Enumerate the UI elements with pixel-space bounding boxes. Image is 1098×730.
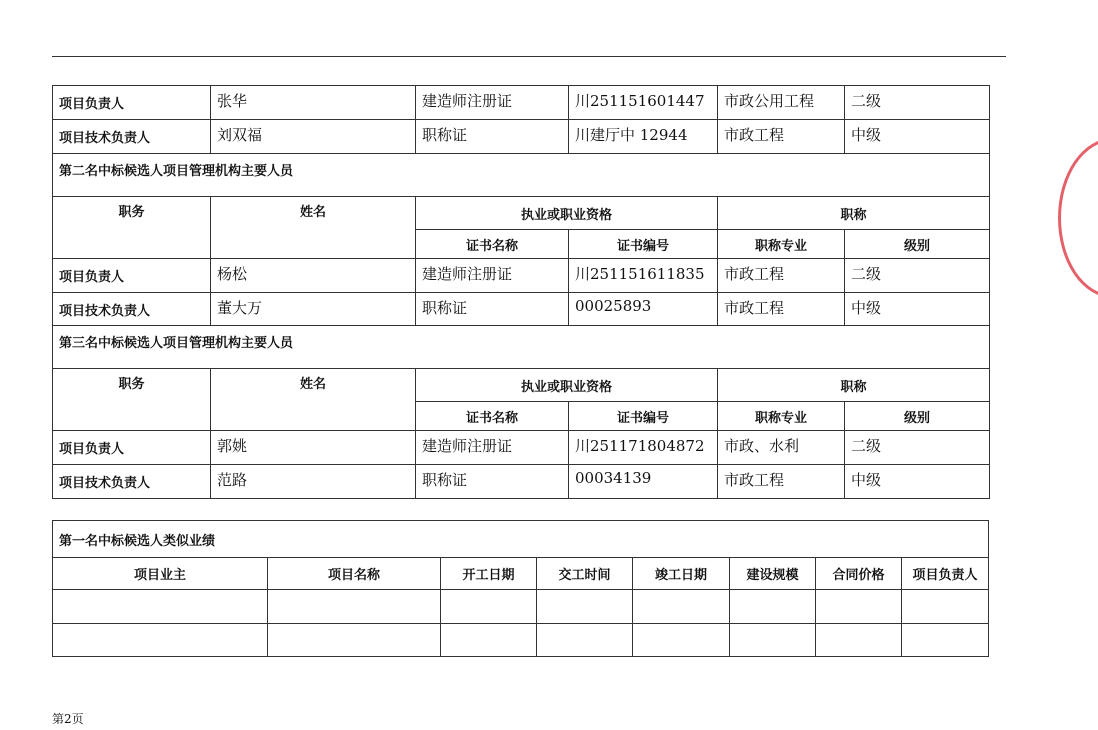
cert-name-cell: 建造师注册证	[416, 86, 569, 120]
header-row	[53, 197, 990, 230]
header-project-name: 项目名称	[268, 558, 441, 590]
level-cell: 二级	[845, 86, 990, 120]
section-title: 第一名中标候选人类似业绩	[53, 521, 989, 558]
cert-name-cell: 建造师注册证	[416, 431, 569, 465]
empty-cell	[633, 590, 730, 624]
section-title: 第三名中标候选人项目管理机构主要人员	[53, 326, 990, 369]
empty-cell	[816, 624, 902, 657]
table-row	[53, 86, 990, 120]
empty-cell	[902, 590, 989, 624]
table-row	[53, 259, 990, 293]
empty-cell	[633, 624, 730, 657]
header-name: 姓名	[211, 197, 416, 259]
major-cell: 市政工程	[718, 465, 845, 499]
performance-table	[52, 520, 989, 657]
header-role: 职务	[53, 197, 211, 259]
major-cell: 市政公用工程	[718, 86, 845, 120]
level-cell: 二级	[845, 431, 990, 465]
table-row	[53, 293, 990, 326]
header-title: 职称	[718, 369, 990, 402]
role-cell: 项目技术负责人	[53, 120, 211, 154]
section-row	[53, 326, 990, 369]
seal-stamp	[1058, 138, 1098, 298]
empty-cell	[902, 624, 989, 657]
section-title: 第二名中标候选人项目管理机构主要人员	[53, 154, 990, 197]
empty-cell	[537, 590, 633, 624]
major-cell: 市政工程	[718, 293, 845, 326]
header-project-manager: 项目负责人	[902, 558, 989, 590]
role-cell: 项目负责人	[53, 431, 211, 465]
major-cell: 市政、水利	[718, 431, 845, 465]
level-cell: 中级	[845, 465, 990, 499]
empty-cell	[268, 624, 441, 657]
role-cell: 项目负责人	[53, 86, 211, 120]
empty-cell	[441, 624, 537, 657]
header-major: 职称专业	[718, 230, 845, 259]
personnel-table	[52, 85, 990, 499]
header-cert-no: 证书编号	[569, 230, 718, 259]
name-cell: 刘双福	[211, 120, 416, 154]
cert-no-cell: 川251151601447	[569, 86, 718, 120]
major-cell: 市政工程	[718, 120, 845, 154]
header-row	[53, 558, 989, 590]
header-major: 职称专业	[718, 402, 845, 431]
page-number: 第2页	[52, 712, 84, 726]
empty-cell	[441, 590, 537, 624]
header-cert-name: 证书名称	[416, 230, 569, 259]
header-qualification: 执业或职业资格	[416, 369, 718, 402]
cert-no-cell: 川251151611835	[569, 259, 718, 293]
major-cell: 市政工程	[718, 259, 845, 293]
section-row	[53, 154, 990, 197]
name-cell: 杨松	[211, 259, 416, 293]
header-contract-price: 合同价格	[816, 558, 902, 590]
role-cell: 项目负责人	[53, 259, 211, 293]
header-completion-date: 竣工日期	[633, 558, 730, 590]
level-cell: 中级	[845, 293, 990, 326]
empty-cell	[537, 624, 633, 657]
header-title: 职称	[718, 197, 990, 230]
header-level: 级别	[845, 230, 990, 259]
cert-name-cell: 职称证	[416, 120, 569, 154]
empty-cell	[730, 590, 816, 624]
empty-cell	[730, 624, 816, 657]
header-level: 级别	[845, 402, 990, 431]
name-cell: 张华	[211, 86, 416, 120]
header-scale: 建设规模	[730, 558, 816, 590]
cert-no-cell: 川251171804872	[569, 431, 718, 465]
empty-cell	[53, 590, 268, 624]
section-row	[53, 521, 989, 558]
empty-cell	[816, 590, 902, 624]
header-row	[53, 369, 990, 402]
header-qualification: 执业或职业资格	[416, 197, 718, 230]
name-cell: 郭姚	[211, 431, 416, 465]
header-name: 姓名	[211, 369, 416, 431]
empty-cell	[53, 624, 268, 657]
header-start-date: 开工日期	[441, 558, 537, 590]
table-row	[53, 465, 990, 499]
cert-name-cell: 职称证	[416, 293, 569, 326]
header-rule	[52, 56, 1006, 57]
header-role: 职务	[53, 369, 211, 431]
role-cell: 项目技术负责人	[53, 293, 211, 326]
name-cell: 董大万	[211, 293, 416, 326]
cert-name-cell: 建造师注册证	[416, 259, 569, 293]
name-cell: 范路	[211, 465, 416, 499]
table-row	[53, 590, 989, 624]
table-row	[53, 120, 990, 154]
table-row	[53, 431, 990, 465]
cert-name-cell: 职称证	[416, 465, 569, 499]
cert-no-cell: 00034139	[569, 465, 718, 499]
level-cell: 中级	[845, 120, 990, 154]
role-cell: 项目技术负责人	[53, 465, 211, 499]
level-cell: 二级	[845, 259, 990, 293]
header-owner: 项目业主	[53, 558, 268, 590]
cert-no-cell: 川建厅中 12944	[569, 120, 718, 154]
header-cert-name: 证书名称	[416, 402, 569, 431]
header-cert-no: 证书编号	[569, 402, 718, 431]
empty-cell	[268, 590, 441, 624]
header-handover-time: 交工时间	[537, 558, 633, 590]
cert-no-cell: 00025893	[569, 293, 718, 326]
table-row	[53, 624, 989, 657]
